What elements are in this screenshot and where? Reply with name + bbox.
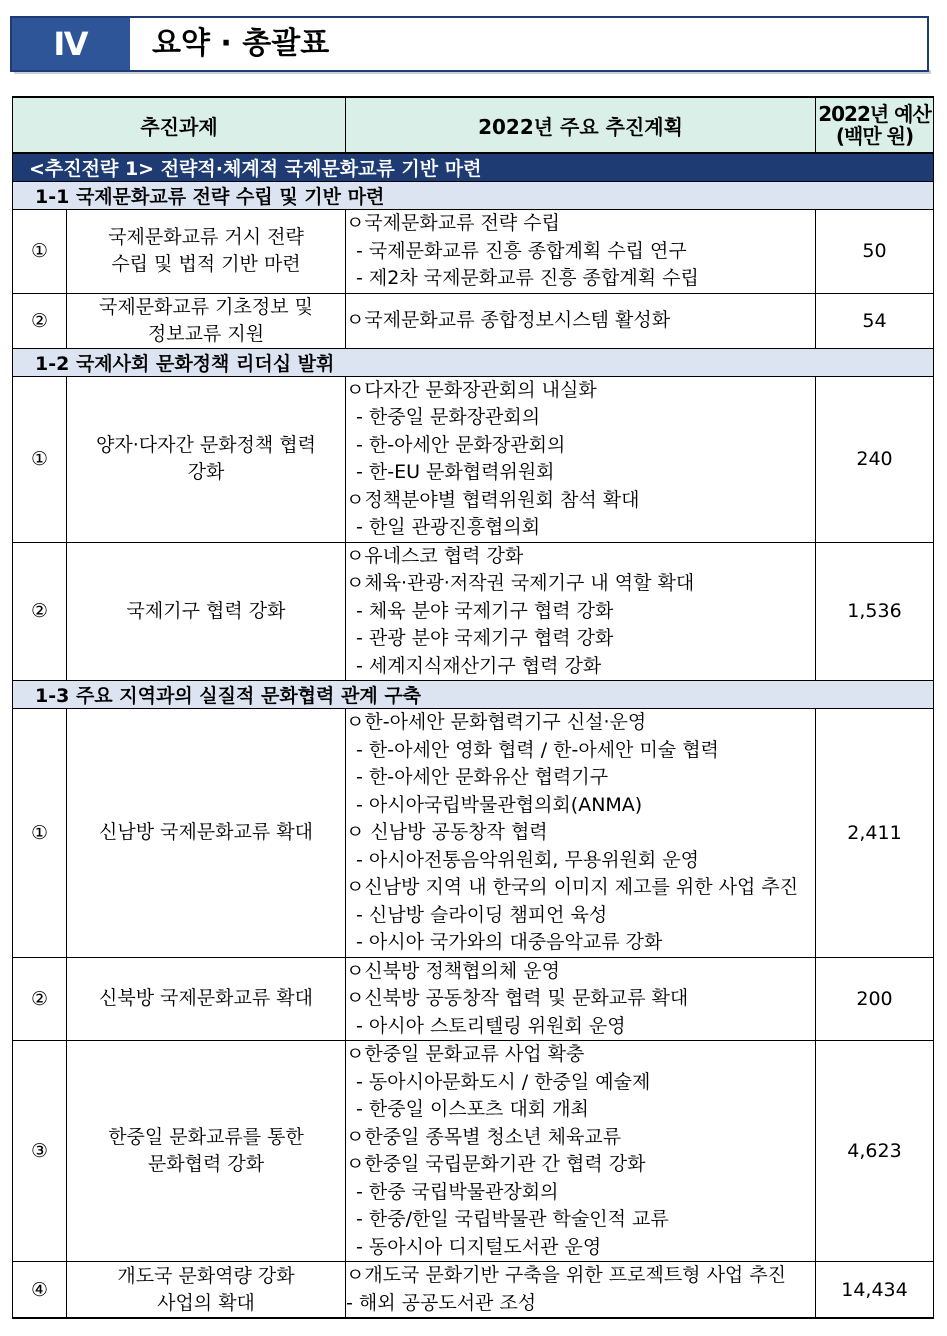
plan-item: ㅇ한중일 문화교류 사업 확충 [346,1043,585,1065]
task-cell [67,957,346,1041]
strategy-title: <추진전략 1> 전략적·체계적 국제문화교류 기반 마련 [13,153,934,182]
plan-item: ㅇ한-아세안 문화협력기구 신설·운영 [346,711,647,733]
budget-value: 240 [816,376,934,542]
plan-subitem: - 한중 국립박물관장회의 [356,1180,559,1203]
task-line: 강화 [187,461,225,483]
task-line: 국제기구 협력 강화 [126,599,286,622]
task-cell [67,293,346,348]
plan-cell [346,1041,816,1262]
plan-item: ㅇ정책분야별 협력위원회 참석 확대 [346,488,640,511]
plan-item: ㅇ다자간 문화장관회의 내실화 [346,378,597,401]
column-header-budget-unit: (백만 원) [835,124,914,148]
task-line: 국제문화교류 거시 전략 [108,226,304,249]
plan-item: ㅇ개도국 문화기반 구축을 위한 프로젝트형 사업 추진 [346,1264,787,1286]
row-number: ② [13,957,67,1041]
column-header-task: 추진과제 [13,97,346,153]
task-line: 개도국 문화역량 강화 [117,1264,295,1287]
plan-cell [346,542,816,681]
task-cell [67,542,346,681]
task-line: 신남방 국제문화교류 확대 [99,821,313,844]
plan-cell [346,376,816,542]
task-line: 사업의 확대 [157,1291,255,1314]
page-title: 요약 · 총괄표 [152,26,330,61]
plan-subitem: - 아시아국립박물관협의회(ANMA) [356,793,643,816]
task-line: 문화협력 강화 [147,1153,265,1175]
plan-item: ㅇ신남방 지역 내 한국의 이미지 제고를 위한 사업 추진 [346,876,799,898]
task-cell [67,1041,346,1262]
task-cell [67,1262,346,1319]
section-row [13,182,934,210]
task-line: 한중일 문화교류를 통한 [108,1126,304,1148]
section-title: 1-1 국제문화교류 전략 수립 및 기반 마련 [13,182,934,210]
column-header-budget [816,97,934,153]
table-row [13,293,934,348]
column-header-plan: 2022년 주요 추진계획 [346,97,816,153]
table-row [13,376,934,542]
table-row [13,709,934,958]
table-row [13,1041,934,1262]
plan-cell [346,210,816,294]
plan-item: ㅇ신북방 공동창작 협력 및 문화교류 확대 [346,987,689,1009]
row-number: ② [13,542,67,681]
plan-cell [346,709,816,958]
summary-table [12,96,934,1319]
budget-value: 14,434 [816,1262,934,1319]
plan-item: ㅇ한중일 국립문화기관 간 협력 강화 [346,1153,646,1175]
plan-item: ㅇ 신남방 공동창작 협력 [346,821,548,843]
plan-subitem: - 한-아세안 문화장관회의 [356,433,566,456]
plan-subitem: - 한일 관광진흥협의회 [356,516,541,538]
plan-item: ㅇ국제문화교류 종합정보시스템 활성화 [346,308,671,331]
task-line: 국제문화교류 기초정보 및 [99,295,313,318]
plan-item: ㅇ신북방 정책협의체 운영 [346,959,560,982]
plan-subitem: - 동아시아문화도시 / 한중일 예술제 [356,1070,651,1093]
table-row [13,957,934,1041]
table-row [13,210,934,294]
budget-value: 50 [816,210,934,294]
section-row [13,348,934,376]
budget-value: 54 [816,293,934,348]
budget-value: 2,411 [816,709,934,958]
plan-subitem: - 한중일 문화장관회의 [356,406,541,428]
table-header-row [13,97,934,153]
plan-subitem: - 국제문화교류 진흥 종합계획 수립 연구 [356,239,687,262]
table-body [13,153,934,1318]
budget-value: 1,536 [816,542,934,681]
plan-subitem: - 제2차 국제문화교류 진흥 종합계획 수립 [356,267,699,289]
task-line: 신북방 국제문화교류 확대 [99,987,313,1010]
task-line: 수립 및 법적 기반 마련 [111,253,301,276]
plan-item: ㅇ유네스코 협력 강화 [346,544,524,567]
row-number: ② [13,293,67,348]
task-cell [67,376,346,542]
plan-subitem: - 동아시아 디지털도서관 운영 [356,1235,602,1258]
row-number: ④ [13,1262,67,1319]
row-number: ① [13,709,67,958]
budget-value: 200 [816,957,934,1041]
plan-subitem: - 신남방 슬라이딩 챔피언 육성 [356,903,608,926]
plan-subitem: - 체육 분야 국제기구 협력 강화 [356,599,614,622]
budget-value: 4,623 [816,1041,934,1262]
plan-cell [346,293,816,348]
plan-subitem: - 한중/한일 국립박물관 학술인적 교류 [356,1208,669,1230]
plan-subitem: - 한-아세안 영화 협력 / 한-아세안 미술 협력 [356,738,719,761]
section-title-bar [10,16,929,72]
task-line: 정보교류 지원 [147,322,265,345]
row-number: ① [13,210,67,294]
plan-item: ㅇ체육·관광·저작권 국제기구 내 역할 확대 [346,572,695,594]
plan-subitem: - 아시아전통음악위원회, 무용위원회 운영 [356,848,700,871]
plan-subitem: - 해외 공공도서관 조성 [346,1291,537,1314]
plan-subitem: - 한중일 이스포츠 대회 개최 [356,1098,589,1120]
plan-item: ㅇ한중일 종목별 청소년 체육교류 [346,1125,622,1148]
table-row [13,1262,934,1319]
plan-subitem: - 아시아 국가와의 대중음악교류 강화 [356,931,663,953]
plan-subitem: - 한-아세안 문화유산 협력기구 [356,766,609,788]
section-title: 1-2 국제사회 문화정책 리더십 발휘 [13,348,934,376]
strategy-row [13,153,934,182]
section-row [13,681,934,709]
plan-subitem: - 세계지식재산기구 협력 강화 [356,654,602,677]
task-cell [67,210,346,294]
plan-subitem: - 관광 분야 국제기구 협력 강화 [356,627,614,649]
section-number: Ⅳ [12,18,130,70]
column-header-budget-year: 2022년 예산 [818,102,931,126]
plan-cell [346,1262,816,1319]
row-number: ③ [13,1041,67,1262]
plan-subitem: - 한-EU 문화협력위원회 [356,461,555,483]
row-number: ① [13,376,67,542]
section-title: 1-3 주요 지역과의 실질적 문화협력 관계 구축 [13,681,934,709]
task-cell [67,709,346,958]
table-row [13,542,934,681]
plan-cell [346,957,816,1041]
task-line: 양자·다자간 문화정책 협력 [95,434,316,456]
plan-item: ㅇ국제문화교류 전략 수립 [346,212,560,234]
plan-subitem: - 아시아 스토리텔링 위원회 운영 [356,1014,626,1037]
